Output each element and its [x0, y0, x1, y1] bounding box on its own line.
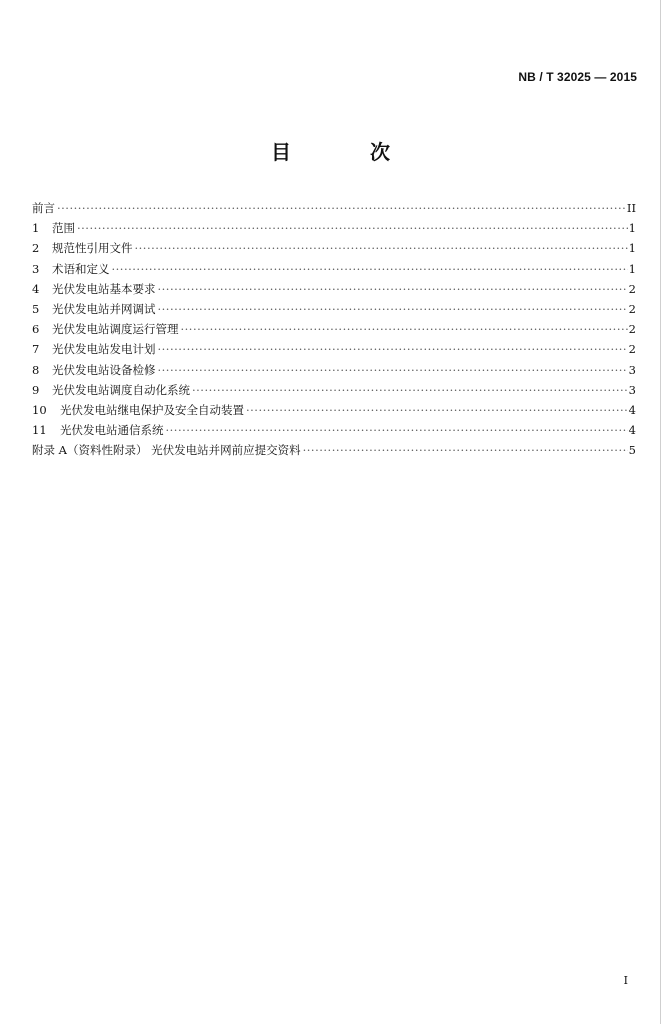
toc-entry-page: 3 [628, 362, 636, 377]
toc-entry-label: 光伏发电站并网调试 [52, 301, 156, 316]
toc-entry[interactable] [32, 440, 636, 460]
toc-entry-label: 光伏发电站调度运行管理 [52, 322, 179, 337]
toc-entry-number: 8 [32, 362, 40, 377]
toc-entry-number: 7 [32, 342, 40, 357]
toc-leader-dots [135, 238, 628, 258]
toc-entry-label: 术语和定义 [52, 261, 110, 276]
toc-entry-page: 4 [628, 402, 636, 417]
toc-entry[interactable] [32, 339, 636, 359]
toc-entry-label: 附录 A（资料性附录） 光伏发电站并网前应提交资料 [32, 443, 301, 458]
toc-entry-label: 光伏发电站设备检修 [52, 362, 156, 377]
toc-entry-page: 1 [628, 241, 636, 256]
toc-entry-label: 光伏发电站发电计划 [52, 342, 156, 357]
toc-entry[interactable] [32, 218, 636, 238]
toc-entry-number: 6 [32, 322, 40, 337]
toc-entry-page: 2 [628, 301, 636, 316]
toc-entry[interactable] [32, 400, 636, 420]
toc-entry-number: 2 [32, 241, 40, 256]
toc-entry-number: 1 [32, 221, 40, 236]
toc-entry-page: 2 [628, 342, 636, 357]
toc-entry[interactable] [32, 259, 636, 279]
page-number: I [623, 974, 628, 987]
toc-entry-page: II [626, 201, 636, 215]
toc-entry[interactable] [32, 279, 636, 299]
toc-entry[interactable] [32, 238, 636, 258]
toc-entry[interactable] [32, 299, 636, 319]
toc-entry[interactable] [32, 380, 636, 400]
toc-entry-label: 光伏发电站调度自动化系统 [52, 382, 190, 397]
toc-entry[interactable] [32, 319, 636, 339]
toc-entry-page: 5 [628, 443, 636, 458]
toc-entry-number: 9 [32, 382, 40, 397]
toc-leader-dots [158, 299, 628, 319]
toc-leader-dots [158, 339, 628, 359]
toc-entry-label: 光伏发电站通信系统 [60, 423, 164, 438]
toc-entry-page: 2 [628, 322, 636, 337]
toc-entry[interactable] [32, 360, 636, 380]
standard-number: NB / T 32025 — 2015 [518, 70, 637, 84]
toc-entry-number: 11 [32, 423, 47, 438]
toc-entry-label: 规范性引用文件 [52, 241, 133, 256]
toc-leader-dots [77, 218, 628, 238]
toc-entry-number: 4 [32, 281, 40, 296]
toc-entry-page: 2 [628, 281, 636, 296]
toc-entry[interactable] [32, 420, 636, 440]
toc-entry-number: 10 [32, 402, 47, 417]
toc-title: 目 次 [271, 140, 426, 164]
toc-entry-label: 范围 [52, 221, 75, 236]
toc-leader-dots [181, 319, 628, 339]
toc-entry-number: 3 [32, 261, 40, 276]
toc-leader-dots [166, 420, 628, 440]
toc-leader-dots [303, 440, 628, 460]
toc-entry-label: 前言 [32, 201, 55, 215]
toc-entry-page: 3 [628, 382, 636, 397]
toc-leader-dots [192, 380, 628, 400]
toc-entry[interactable] [32, 198, 636, 218]
toc-entry-page: 4 [628, 423, 636, 438]
toc-entry-label: 光伏发电站继电保护及安全自动装置 [60, 402, 244, 417]
toc-entry-page: 1 [628, 261, 636, 276]
toc-leader-dots [112, 259, 628, 279]
toc-entry-label: 光伏发电站基本要求 [52, 281, 156, 296]
toc-entry-page: 1 [628, 221, 636, 236]
toc-entry-number: 5 [32, 301, 40, 316]
toc-leader-dots [158, 360, 628, 380]
toc-list [32, 198, 636, 460]
toc-leader-dots [158, 279, 628, 299]
toc-leader-dots [57, 198, 626, 218]
toc-leader-dots [246, 400, 628, 420]
